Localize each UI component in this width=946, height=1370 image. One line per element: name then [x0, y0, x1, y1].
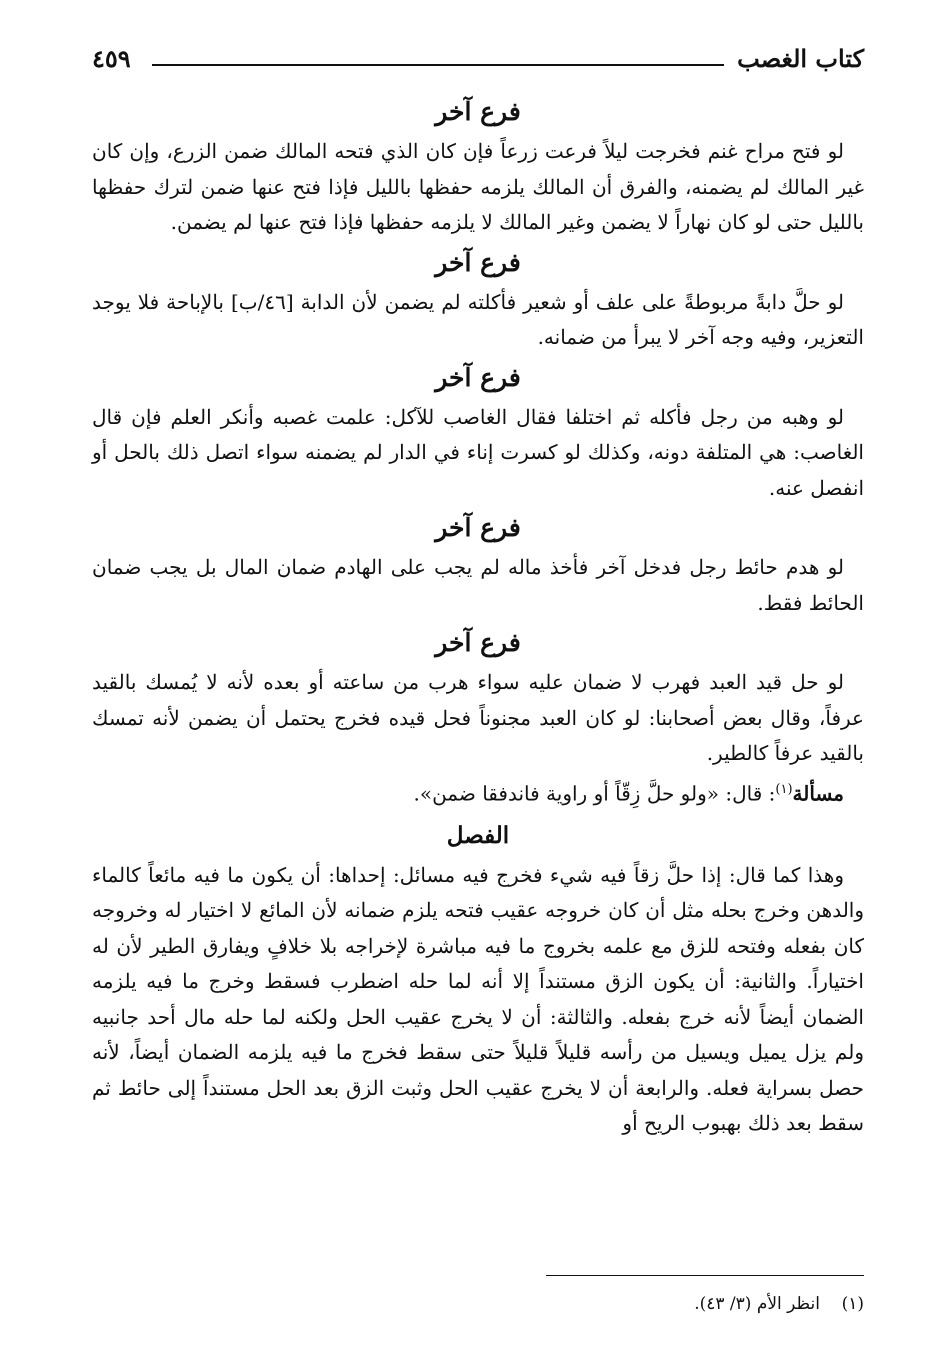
- page-number: ٤٥٩: [92, 44, 131, 73]
- section-paragraph: [92, 665, 864, 772]
- section-paragraph: [92, 285, 864, 356]
- section-text: لو وهبه من رجل فأكله ثم اختلفا فقال الغاصب للآكل: علمت غصبه وأنكر العلم فإن قال الغاصب: هي المتلفة دونه، وكذلك لو كسرت إناء في الدار لم يضمنه سواء اتصل ذلك بالحل أو انفصل عنه.: [92, 404, 864, 500]
- running-header: [92, 44, 864, 80]
- section-heading: فرع آخر: [435, 362, 521, 392]
- footnote-rule: [546, 1275, 864, 1276]
- section-text: لو حلَّ دابةً مربوطةً على علف أو شعير فأكلته لم يضمن لأن الدابة [٤٦/ب] بالإباحة فلا يوجد التعزير، وفيه وجه آخر لا يبرأ من ضمانه.: [92, 289, 864, 349]
- section-heading: فرع آخر: [435, 97, 521, 126]
- book-title: كتاب الغصب: [737, 44, 864, 73]
- section-text: لو هدم حائط رجل فدخل آخر فأخذ ماله لم يجب على الهادم ضمان المال بل يجب ضمان الحائط فقط.: [92, 555, 864, 615]
- fasl-heading: الفصل: [446, 821, 510, 849]
- masala-paragraph: [92, 772, 864, 812]
- header-rule: [152, 64, 724, 66]
- footnote-text: انظر الأم (٣/ ٤٣).: [694, 1294, 820, 1314]
- section-heading: فرع آخر: [435, 513, 521, 542]
- footnote-ref: (١): [775, 781, 793, 797]
- section-text: لو فتح مراح غنم فخرجت ليلاً فرعت زرعاً فإن كان الذي فتحه المالك ضمن الزرع، وإن كان غير المالك لم يضمنه، والفرق أن المالك يلزمه حفظها بالليل فإذا فتح عنها ضمن لترك حفظها بالليل حتى لو كان نهاراً لا يضمن وغير المالك لا يلزمه حفظها فإذا فتح عنها لم يضمن.: [92, 139, 864, 234]
- section-heading: فرع آخر: [435, 247, 521, 277]
- section-heading: فرع آخر: [435, 628, 521, 657]
- masala-label: مسألة: [792, 781, 844, 806]
- fasl-paragraph: [92, 858, 864, 1142]
- section-text: لو حل قيد العبد فهرب لا ضمان عليه سواء هرب من ساعته أو بعده لأنه لا يُمسك بالقيد عرفاً، وقال بعض أصحابنا: لو كان العبد مجنوناً فحل قيده فخرج يحتمل أن يضمن لأنه تمسك بالقيد عرفاً كالطير.: [92, 670, 864, 765]
- section-paragraph: [92, 400, 864, 507]
- footnote-number: (١): [841, 1294, 864, 1314]
- section-paragraph: [92, 134, 864, 241]
- footnote: [92, 1290, 864, 1318]
- section-paragraph: [92, 550, 864, 621]
- masala-text: : قال: «ولو حلَّ زِقّاً أو راوية فاندفقا ضمن».: [413, 781, 776, 806]
- fasl-text: وهذا كما قال: إذا حلَّ زقاً فيه شيء فخرج فيه مسائل: إحداها: أن يكون ما فيه مائعاً كالماء والدهن وخرج بحله مثل أن كان خروجه عقيب فتحه يلزم ضمانه لأن المائع لا اختيار له وخروجه كان بفعله وفتحه للزق مع علمه بخروج ما فيه مباشرة لإخراجه بلا خلافٍ ويفارق الطير لأن له اختياراً. والثانية: أن يكون الزق مستنداً إلا أنه لما حله اضطرب فسقط وخرج ما فيه يلزمه الضمان أيضاً لأنه خرج بفعله. والثالثة: أن لا يخرج عقيب الحل ولكنه لما حله مال أحد جانبيه ولم يزل يميل ويسيل من رأسه قليلاً قليلاً حتى سقط فخرج ما فيه يلزمه الضمان أيضاً، لأنه حصل بسراية فعله. والرابعة أن لا يخرج عقيب الحل وثبت الزق بعد الحل مستنداً إلى حائط ثم سقط بعد ذلك بهبوب الريح أو: [92, 862, 864, 1136]
- page-body: [92, 90, 864, 1142]
